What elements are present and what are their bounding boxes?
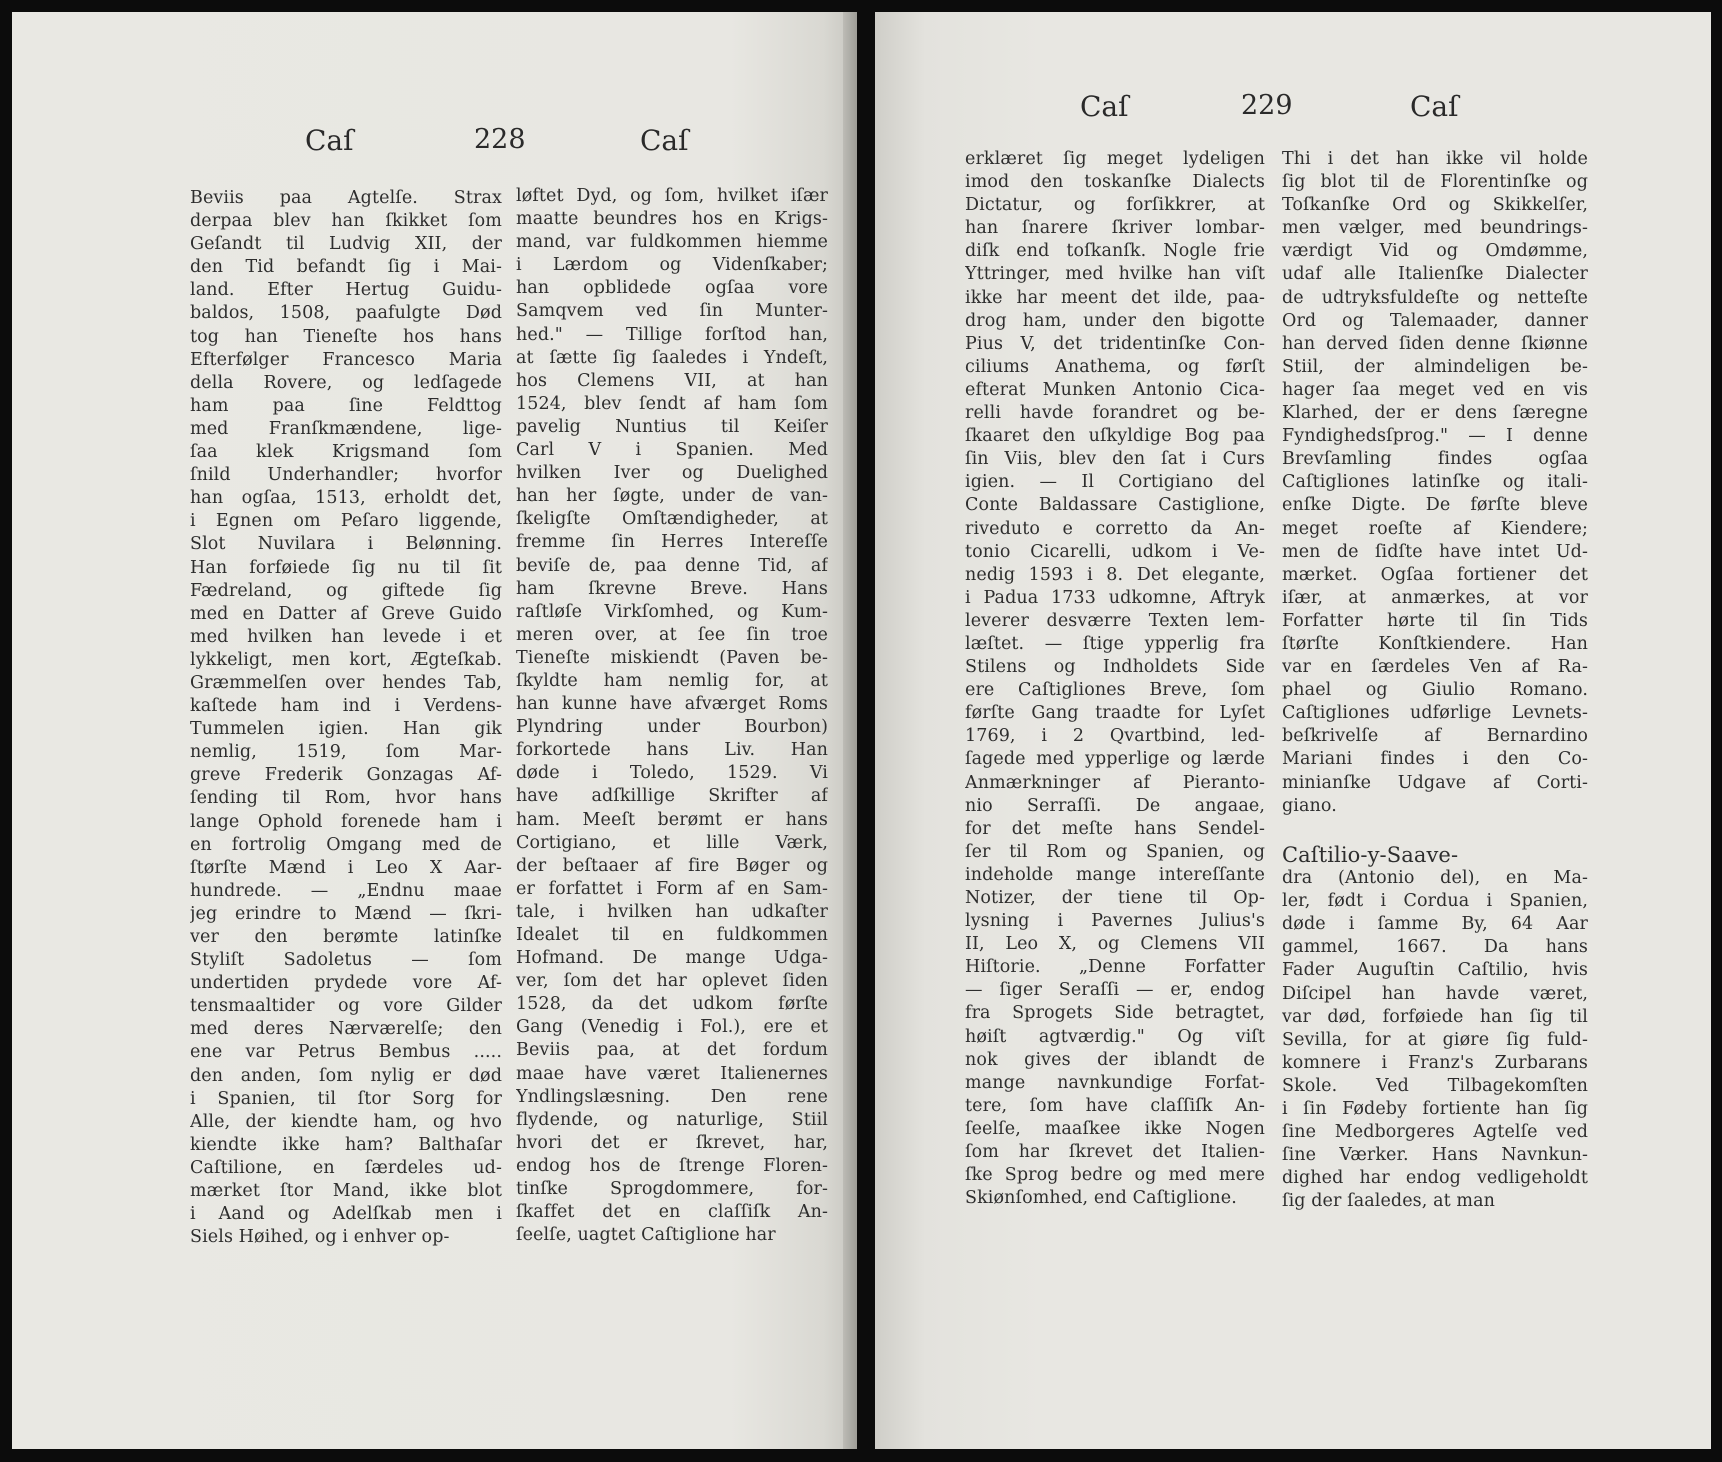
- text-line: drog ham, under den bigotte: [965, 310, 1265, 331]
- text-line: med hvilken han levede i et: [190, 626, 502, 647]
- text-line: i Egnen om Peſaro liggende,: [190, 511, 502, 532]
- text-line: beviſe de, paa denne Tid, af: [516, 555, 828, 576]
- text-line: for det meſte hans Sendel-: [965, 818, 1265, 839]
- text-line: hos Clemens VII, at han: [516, 370, 828, 391]
- text-line: efterat Munken Antonio Cica-: [965, 379, 1265, 400]
- text-line: ciliums Anathema, og førſt: [965, 356, 1265, 377]
- text-line: var en ſærdeles Ven af Ra-: [1282, 657, 1588, 678]
- text-line: meren over, at ſee ſin troe: [516, 624, 828, 645]
- text-line: maatte beundres hos en Krigs-: [516, 209, 828, 230]
- text-line: baldos, 1508, paafulgte Død: [190, 303, 502, 324]
- text-line: 1528, da det udkom førſte: [516, 994, 828, 1015]
- text-line: Fædreland, og giftede ſig: [190, 580, 502, 601]
- text-line: han kunne have afværget Roms: [516, 694, 828, 715]
- text-line: Carl V i Spanien. Med: [516, 440, 828, 461]
- text-line: gammel, 1667. Da hans: [1282, 937, 1588, 958]
- text-line: ſending til Rom, hvor hans: [190, 788, 502, 809]
- right-page-entry-castilio: [1282, 844, 1588, 1214]
- text-line: ler, født i Cordua i Spanien,: [1282, 891, 1588, 912]
- right-header-right-word: Caſ: [1410, 90, 1459, 123]
- text-line: Efterfølger Francesco Maria: [190, 349, 502, 370]
- text-line: ſeelſe, maaſkee ikke Nogen: [965, 1118, 1265, 1139]
- text-line: ſkyldte ham nemlig for, at: [516, 670, 828, 691]
- text-line: læſtet. — ſtige ypperlig fra: [965, 633, 1265, 654]
- text-line: nemlig, 1519, ſom Mar-: [190, 742, 502, 763]
- text-line: Caſtigliones latinſke og itali-: [1282, 472, 1588, 493]
- text-line: ham. Meeſt berømt er hans: [516, 809, 828, 830]
- text-line: i ſin Fødeby fortiente han ſig: [1282, 1099, 1588, 1120]
- text-line: tinſke Sprogdommere, for-: [516, 1179, 828, 1200]
- text-line: minianſke Udgave af Corti-: [1282, 772, 1588, 793]
- text-line: han her ſøgte, under de van-: [516, 486, 828, 507]
- text-line: nedig 1593 i 8. Det elegante,: [965, 564, 1265, 585]
- text-line: mærket ſtor Mand, ikke blot: [190, 1181, 502, 1202]
- text-line: høiſt agtværdig." Og viſt: [965, 1026, 1265, 1047]
- text-line: Conte Baldassare Castiglione,: [965, 495, 1265, 516]
- text-line: forkortede hans Liv. Han: [516, 740, 828, 761]
- text-line: der beſtaaer af fire Bøger og: [516, 855, 828, 876]
- text-line: imod den toskanſke Dialects: [965, 172, 1265, 193]
- text-line: kiendte ikke ham? Balthaſar: [190, 1134, 502, 1155]
- text-line: med en Datter af Greve Guido: [190, 603, 502, 624]
- text-line: Mariani findes i den Co-: [1282, 749, 1588, 770]
- text-line: Beviis paa, at det fordum: [516, 1040, 828, 1061]
- text-line: della Rovere, og ledſagede: [190, 372, 502, 393]
- text-line: Skiønſomhed, end Caſtiglione.: [965, 1188, 1237, 1209]
- text-line: diſk end toſkanſk. Nogle frie: [965, 241, 1265, 262]
- text-line: phael og Giulio Romano.: [1282, 680, 1588, 701]
- text-line: Plyndring under Bourbon): [516, 717, 828, 738]
- text-line: lange Ophold forenede ham i: [190, 811, 502, 832]
- text-line: enſke Digte. De førſte bleve: [1282, 495, 1588, 516]
- text-line: Klarhed, der er dens ſæregne: [1282, 403, 1588, 424]
- left-page-column-1: [190, 187, 502, 1249]
- text-line: Toſkanſke Ord og Skikkelſer,: [1282, 195, 1588, 216]
- text-line: udaf alle Italienſke Dialecter: [1282, 264, 1588, 285]
- text-line: fremme ſin Herres Intereſſe: [516, 532, 828, 553]
- text-line: erklæret ſig meget lydeligen: [965, 149, 1265, 169]
- text-line: Forfatter hørte til ſin Tids: [1282, 610, 1588, 631]
- text-line: tog han Tieneſte hos hans: [190, 326, 502, 347]
- text-line: Han forføiede ſig nu til ſit: [190, 557, 502, 578]
- left-page-number: 228: [474, 124, 526, 155]
- text-line: de udtryksfuldeſte og netteſte: [1282, 287, 1588, 308]
- text-line: Stilens og Indholdets Side: [965, 657, 1265, 678]
- text-line: ſnild Underhandler; hvorfor: [190, 465, 502, 486]
- text-line: Slot Nuvilara i Belønning.: [190, 534, 502, 555]
- text-line: dra (Antonio del), en Ma-: [1282, 868, 1588, 889]
- text-line: maae have været Italienernes: [516, 1063, 828, 1084]
- text-line: ſkeligſte Omſtændigheder, at: [516, 509, 828, 530]
- text-line: — ſiger Seraſſi — er, endog: [965, 980, 1265, 1001]
- text-line: ſine Medborgeres Agtelſe ved: [1282, 1122, 1588, 1143]
- text-line: Alle, der kiendte ham, og hvo: [190, 1111, 502, 1132]
- text-line: ſin Viis, blev den ſat i Curs: [965, 449, 1265, 470]
- text-line: ver, ſom det har oplevet ſiden: [516, 971, 828, 992]
- text-line: Idealet til en fuldkommen: [516, 925, 828, 945]
- text-line: Beviis paa Agtelſe. Strax: [190, 188, 502, 208]
- text-line: Caſtilio-y-Saave-: [1282, 844, 1459, 867]
- text-line: 1524, blev ſendt af ham ſom: [516, 393, 828, 414]
- text-line: hundrede. — „Endnu maae: [190, 880, 502, 901]
- text-line: hvilken Iver og Duelighed: [516, 463, 828, 484]
- text-line: mand, var fuldkommen hiemme: [516, 232, 828, 253]
- text-line: Styliſt Sadoletus — ſom: [190, 950, 502, 971]
- text-line: mange navnkundige Forfat-: [965, 1072, 1265, 1093]
- left-page-column-2: [516, 185, 828, 1247]
- text-line: Siels Høihed, og i enhver op-: [190, 1227, 450, 1248]
- text-line: han derved ſiden denne ſkiønne: [1282, 333, 1588, 354]
- text-line: pavelig Nuntius til Keiſer: [516, 416, 828, 437]
- text-line: den Tid befandt ſig i Mai-: [190, 257, 502, 278]
- text-line: Anmærkninger af Pieranto-: [965, 772, 1265, 793]
- text-line: hed." — Tillige forſtod han,: [516, 324, 828, 345]
- text-line: raſtløſe Virkſomhed, og Kum-: [516, 601, 828, 622]
- right-page: [875, 12, 1711, 1449]
- text-line: han opblidede ogſaa vore: [516, 278, 828, 299]
- text-line: i Padua 1733 udkomne, Aftryk: [965, 587, 1265, 608]
- text-line: Gang (Venedig i Fol.), ere et: [516, 1017, 828, 1038]
- text-line: med Franſkmændene, lige-: [190, 418, 502, 439]
- text-line: Stiil, der almindeligen be-: [1282, 356, 1588, 377]
- text-line: Cortigiano, et lille Værk,: [516, 832, 828, 853]
- text-line: ſine Værker. Hans Navnkun-: [1282, 1145, 1588, 1166]
- text-line: ſkaffet det en claſſiſk An-: [516, 1202, 828, 1223]
- text-line: ſig der ſaaledes, at man: [1282, 1191, 1496, 1212]
- text-line: Yndlingslæsning. Den rene: [516, 1086, 828, 1107]
- text-line: ſke Sprog bedre og med mere: [965, 1165, 1265, 1186]
- text-line: Pius V, det tridentinſke Con-: [965, 333, 1265, 354]
- text-line: Græmmelſen over hendes Tab,: [190, 672, 502, 693]
- text-line: hvori det er ſkrevet, har,: [516, 1132, 828, 1153]
- text-line: Hiſtorie. „Denne Forfatter: [965, 957, 1265, 978]
- text-line: tale, i hvilken han udkaſter: [516, 901, 828, 922]
- text-line: Skole. Ved Tilbagekomſten: [1282, 1075, 1588, 1096]
- text-line: derpaa blev han ſkikket ſom: [190, 211, 502, 232]
- text-line: land. Efter Hertug Guidu-: [190, 280, 502, 301]
- text-line: indeholde mange intereſſante: [965, 864, 1265, 885]
- text-line: riveduto e corretto da An-: [965, 518, 1265, 539]
- text-line: men de ſidſte have intet Ud-: [1282, 541, 1588, 562]
- text-line: kaſtede ham ind i Verdens-: [190, 696, 502, 717]
- text-line: i Lærdom og Videnſkaber;: [516, 255, 828, 276]
- text-line: Fader Auguſtin Caſtilio, hvis: [1282, 960, 1588, 981]
- text-line: Tieneſte miskiendt (Paven be-: [516, 647, 828, 668]
- text-line: Dictatur, og forſikkrer, at: [965, 195, 1265, 216]
- text-line: flydende, og naturlige, Stiil: [516, 1109, 828, 1130]
- text-line: er forfattet i Form af en Sam-: [516, 878, 828, 899]
- text-line: meget roeſte af Kiendere;: [1282, 518, 1588, 539]
- text-line: mærket. Ogſaa fortiener det: [1282, 564, 1588, 585]
- text-line: men vælger, med beundrings-: [1282, 218, 1588, 239]
- text-line: ſer til Rom og Spanien, og: [965, 841, 1265, 862]
- text-line: lysning i Pavernes Julius's: [965, 911, 1265, 932]
- text-line: greve Frederik Gonzagas Af-: [190, 765, 502, 786]
- text-line: igien. — Il Cortigiano del: [965, 472, 1265, 493]
- text-line: i Spanien, til ſtor Sorg for: [190, 1088, 502, 1109]
- text-line: Diſcipel han havde været,: [1282, 983, 1588, 1004]
- text-line: med deres Nærværelſe; den: [190, 1019, 502, 1040]
- text-line: i Aand og Adelſkab men i: [190, 1204, 502, 1225]
- text-line: Notizer, der tiene til Op-: [965, 888, 1265, 908]
- text-line: ere Caſtigliones Breve, ſom: [965, 680, 1265, 701]
- text-line: den anden, ſom nylig er død: [190, 1065, 502, 1086]
- text-line: jeg erindre to Mænd — ſkri-: [190, 903, 502, 924]
- text-line: Sevilla, for at giøre ſig fuld-: [1282, 1029, 1588, 1050]
- left-header-left-word: Caſ: [305, 124, 354, 157]
- text-line: ſom har ſkrevet det Italien-: [965, 1142, 1265, 1163]
- text-line: dighed har endog vedligeholdt: [1282, 1168, 1588, 1189]
- text-line: Samqvem ved ſin Munter-: [516, 301, 828, 322]
- left-page-header: [12, 124, 857, 174]
- text-line: have adſkillige Skrifter af: [516, 786, 828, 807]
- text-line: tensmaaltider og vore Gilder: [190, 996, 502, 1017]
- text-line: en fortrolig Omgang med de: [190, 834, 502, 855]
- text-line: Geſandt til Ludvig XII, der: [190, 234, 502, 255]
- text-line: tonio Cicarelli, udkom i Ve-: [965, 541, 1265, 562]
- text-line: relli havde forandret og be-: [965, 403, 1265, 424]
- text-line: ſtørſte Mænd i Leo X Aar-: [190, 857, 502, 878]
- text-line: nok gives der iblandt de: [965, 1049, 1265, 1070]
- text-line: ſkaaret den uſkyldige Bog paa: [965, 426, 1265, 447]
- text-line: ikke har meent det ilde, paa-: [965, 287, 1265, 308]
- text-line: førſte Gang traadte for Lyſet: [965, 703, 1265, 724]
- left-page: [12, 12, 857, 1449]
- text-line: Yttringer, med hvilke han viſt: [965, 264, 1265, 285]
- text-line: ham ſkrevne Breve. Hans: [516, 578, 828, 599]
- text-line: fra Sprogets Side betragtet,: [965, 1003, 1265, 1024]
- text-line: hager ſaa meget ved en vis: [1282, 379, 1588, 400]
- text-line: han ogſaa, 1513, erholdt det,: [190, 488, 502, 509]
- right-page-column-2: [1282, 148, 1588, 818]
- text-line: beſkrivelſe af Bernardino: [1282, 726, 1588, 747]
- right-page-header: [875, 90, 1711, 140]
- text-line: iſær, at anmærkes, at vor: [1282, 587, 1588, 608]
- text-line: ſaa klek Krigsmand ſom: [190, 442, 502, 463]
- text-line: døde i ſamme By, 64 Aar: [1282, 914, 1588, 935]
- left-header-right-word: Caſ: [640, 124, 689, 157]
- text-line: Tummelen igien. Han gik: [190, 719, 502, 740]
- text-line: nio Serraſſi. De angaae,: [965, 795, 1265, 816]
- text-line: at ſætte ſig ſaaledes i Yndeſt,: [516, 347, 828, 368]
- text-line: lykkeligt, men kort, Ægteſkab.: [190, 649, 502, 670]
- text-line: Brevſamling findes ogſaa: [1282, 449, 1588, 470]
- text-line: døde i Toledo, 1529. Vi: [516, 763, 828, 784]
- text-line: han ſnarere ſkriver lombar-: [965, 218, 1265, 239]
- right-page-column-1: [965, 148, 1265, 1210]
- text-line: endog hos de ſtrenge Floren-: [516, 1155, 828, 1176]
- text-line: Hofmand. De mange Udga-: [516, 948, 828, 969]
- right-header-left-word: Caſ: [1080, 90, 1129, 123]
- text-line: Fyndighedsſprog." — I denne: [1282, 426, 1588, 447]
- text-line: var død, forføiede han ſig til: [1282, 1006, 1588, 1027]
- right-page-number: 229: [1241, 90, 1293, 121]
- text-line: løftet Dyd, og ſom, hvilket iſær: [516, 186, 828, 206]
- text-line: værdigt Vid og Omdømme,: [1282, 241, 1588, 262]
- text-line: giano.: [1282, 795, 1337, 816]
- text-line: ſig blot til de Florentinſke og: [1282, 172, 1588, 193]
- text-line: komnere i Franz's Zurbarans: [1282, 1052, 1588, 1073]
- text-line: Caſtigliones udførlige Levnets-: [1282, 703, 1588, 724]
- text-line: Thi i det han ikke vil holde: [1282, 149, 1588, 169]
- text-line: undertiden prydede vore Af-: [190, 973, 502, 994]
- text-line: Ord og Talemaader, danner: [1282, 310, 1588, 331]
- text-line: 1769, i 2 Qvartbind, led-: [965, 726, 1265, 747]
- text-line: ver den berømte latinſke: [190, 927, 502, 947]
- page-fore-edge: [843, 12, 857, 1449]
- text-line: ſagede med ypperlige og lærde: [965, 749, 1265, 770]
- text-line: ene var Petrus Bembus .....: [190, 1042, 502, 1063]
- text-line: II, Leo X, og Clemens VII: [965, 934, 1265, 955]
- text-line: Caſtilione, en ſærdeles ud-: [190, 1157, 502, 1178]
- text-line: ſeelſe, uagtet Caſtiglione har: [516, 1225, 776, 1246]
- text-line: ſtørſte Konſtkiendere. Han: [1282, 633, 1588, 654]
- text-line: tere, ſom have claſſiſk An-: [965, 1095, 1265, 1116]
- text-line: ham paa ſine Feldttog: [190, 395, 502, 416]
- text-line: leverer desværre Texten lem-: [965, 610, 1265, 631]
